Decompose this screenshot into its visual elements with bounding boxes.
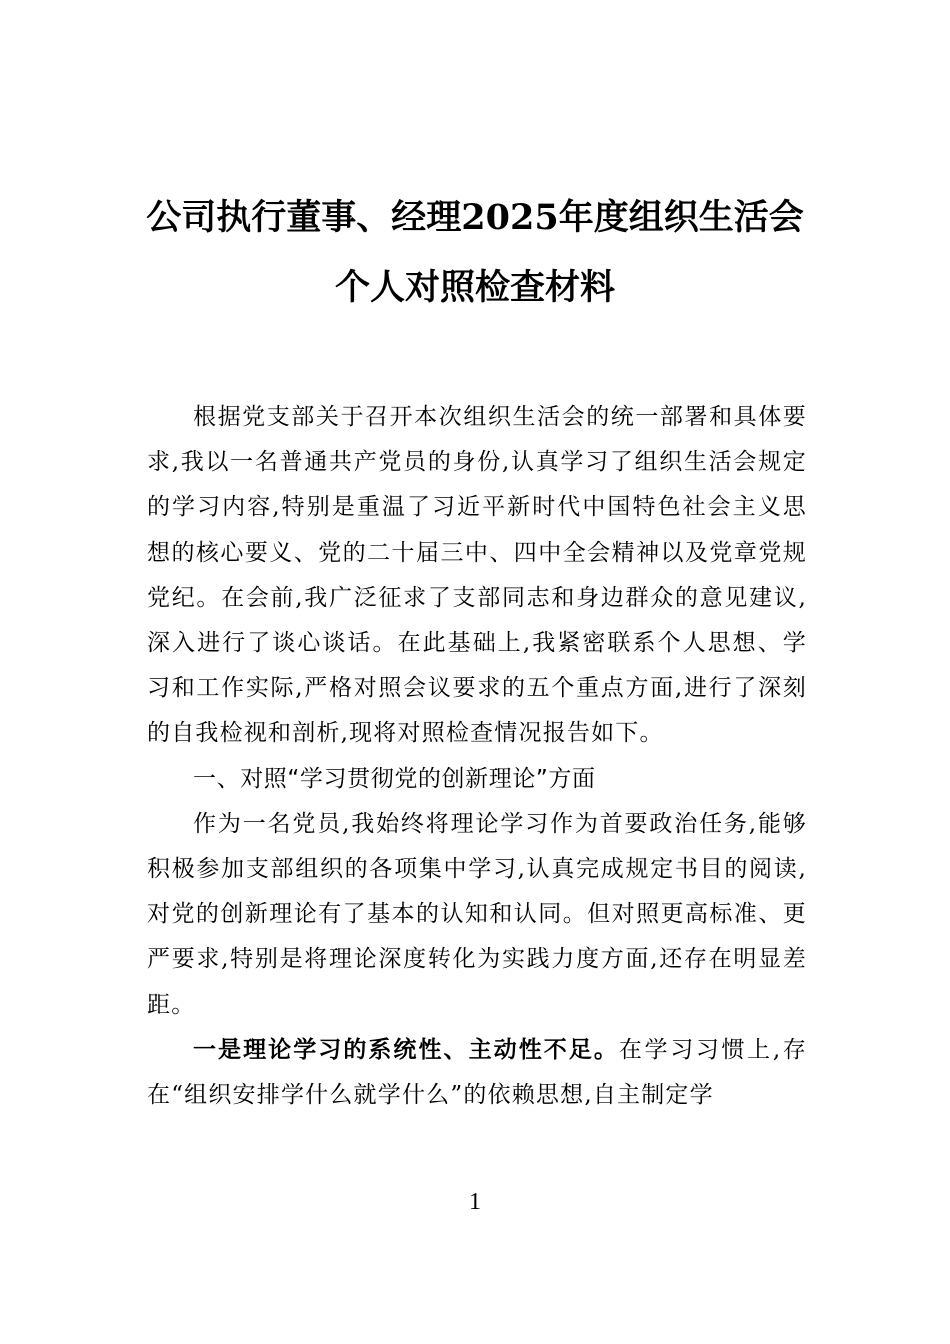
section-1-heading: 一、对照“学习贯彻党的创新理论”方面 — [193, 765, 596, 792]
document-body — [147, 395, 807, 1118]
page-number: 1 — [469, 1189, 481, 1215]
document-title-line-2: 个人对照检查材料 — [334, 267, 615, 308]
point-1-paragraph — [147, 1028, 807, 1118]
document-title-line-1: 公司执行董事、经理2025年度组织生活会 — [146, 197, 804, 238]
intro-paragraph: 根据党支部关于召开本次组织生活会的统一部署和具体要求,我以一名普通共产党员的身份,认真学习了组织生活会规定的学习内容,特别是重温了习近平新时代中国特色社会主义思想的核心要义、党的二十届三中、四中全会精神以及党章党规党纪。在会前,我广泛征求了支部同志和身边群众的意见建议,深入进行了谈心谈话。在此基础上,我紧密联系个人思想、学习和工作实际,严格对照会议要求的五个重点方面,进行了深刻的自我检视和剖析,现将对照检查情况报告如下。 — [147, 404, 807, 747]
point-1-text: 在学习习惯上,存在“组织安排学什么就学什么”的依赖思想,自主制定学 — [147, 1036, 807, 1109]
section-1-paragraph: 作为一名党员,我始终将理论学习作为首要政治任务,能够积极参加支部组织的各项集中学习,认真完成规定书目的阅读,对党的创新理论有了基本的认知和认同。但对照更高标准、更严要求,特别是将理论深度转化为实践力度方面,还存在明显差距。 — [147, 810, 807, 1018]
point-1-lead: 一是理论学习的系统性、主动性不足。 — [193, 1036, 619, 1063]
